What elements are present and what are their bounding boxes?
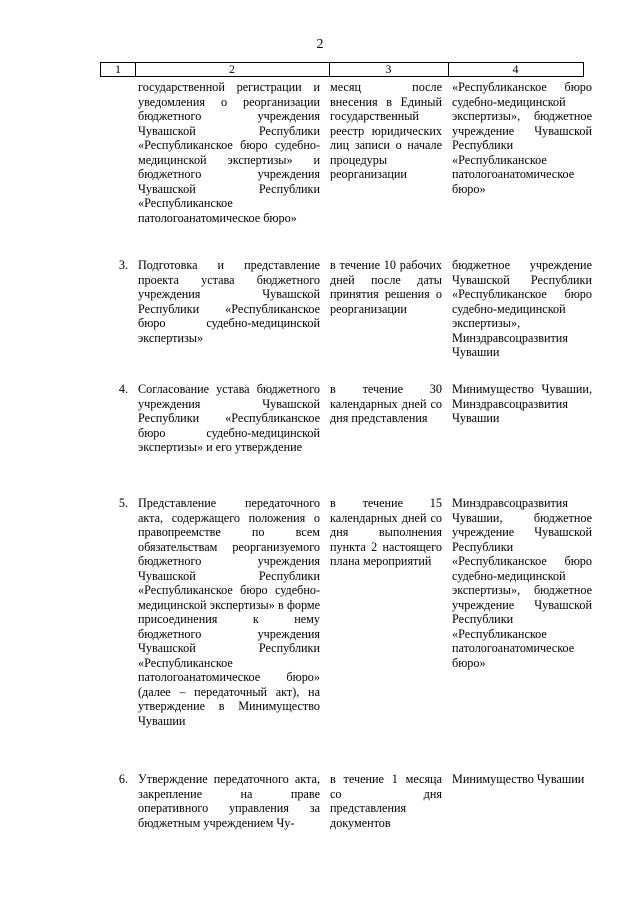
header-col-1: 1: [115, 62, 121, 76]
row-responsible: «Республиканское бюро судебно-медицинской экспертизы», бюджетное учреждение Чувашской Республики «Республиканское патологоанатомическое бюро»: [452, 80, 592, 196]
row-number: 5.: [118, 496, 128, 510]
page-number: 2: [316, 37, 324, 52]
row-responsible: Минздравсоцразвития Чувашии, бюджетное учреждение Чувашской Республики «Республиканское бюро судебно-медицинской экспертизы», бюджетное учреждение Чувашской Республики «Республиканское патологоанатомическое бюро»: [452, 496, 592, 670]
row-deadline: в течение 1 месяца со дня представления документов: [330, 772, 442, 830]
row-deadline: месяц после внесения в Единый государственный реестр юридических лиц записи о начале процедуры реорганизации: [330, 80, 442, 181]
header-col-3: 3: [385, 62, 392, 76]
row-action: Подготовка и представление проекта устава бюджетного учреждения Чувашской Республики «Республиканское бюро судебно-медицинской экспертизы»: [138, 258, 320, 345]
row-deadline: в течение 10 рабочих дней после даты принятия решения о реорганизации: [330, 258, 442, 316]
row-responsible: Минимущество Чувашии, Минздравсоцразвития Чувашии: [452, 382, 592, 425]
row-action: Согласование устава бюджетного учреждения Чувашской Республики «Республиканское бюро судебно-медицинской экспертизы» и его утверждение: [138, 382, 320, 454]
row-responsible: Минимущество Чувашии: [452, 772, 585, 786]
row-action: Утверждение передаточного акта, закрепление на праве оперативного управления за бюджетным учреждением Чу-: [138, 772, 320, 830]
row-number: 3.: [118, 258, 128, 272]
table-header: [100, 62, 584, 77]
row-action: государственной регистрации и уведомления о реорганизации бюджетного учреждения Чувашской Республики «Республиканское бюро судебно-медицинской экспертизы» и бюджетного учреждения Чувашской Республики «Республиканское патологоанатомическое бюро»: [138, 80, 320, 225]
header-col-4: 4: [512, 62, 519, 76]
row-responsible: бюджетное учреждение Чувашской Республики «Республиканское бюро судебно-медицинской экспертизы», Минздравсоцразвития Чувашии: [452, 258, 592, 359]
row-number: 6.: [118, 772, 128, 786]
row-number: 4.: [118, 382, 128, 396]
row-deadline: в течение 30 календарных дней со дня представления: [330, 382, 442, 425]
row-action: Представление передаточного акта, содержащего положения о правопреемстве по всем обязательствам реорганизуемого бюджетного учреждения Чувашской Республики «Республиканское бюро судебно-медицинской экспертизы» в форме присоединения к нему бюджетного учреждения Чувашской Республики «Республиканское патологоанатомическое бюро» (далее – передаточный акт), на утверждение в Минимущество Чувашии: [138, 496, 320, 728]
row-deadline: в течение 15 календарных дней со дня выполнения пункта 2 настоящего плана мероприятий: [330, 496, 442, 568]
header-col-2: 2: [229, 62, 235, 76]
